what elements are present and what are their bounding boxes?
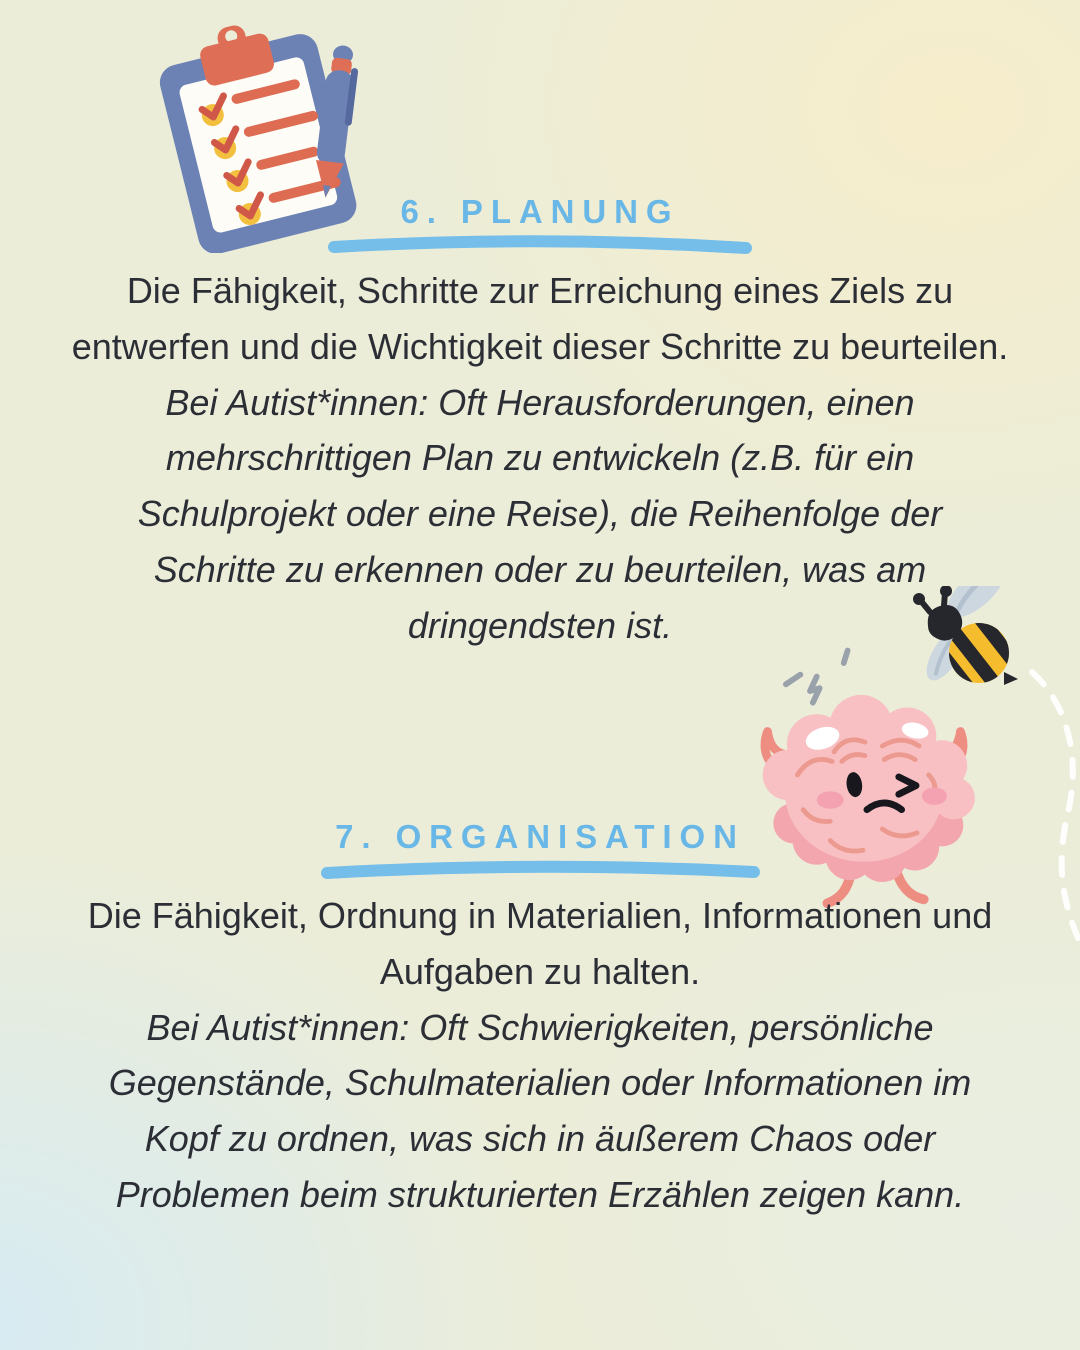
section-detail-organisation: Bei Autist*innen: Oft Schwierigkeiten, persönliche Gegenstände, Schulmaterialien oder Informationen im Kopf zu ordnen, was sich in äußerem Chaos oder Problemen beim strukturierten Erzählen zeigen kann.: [108, 1006, 972, 1215]
heading-underline: [318, 860, 763, 880]
section-planung: [0, 193, 1080, 654]
section-body-organisation: Die Fähigkeit, Ordnung in Materialien, Informationen und Aufgaben zu halten.: [87, 895, 993, 992]
heading-underline: [325, 235, 755, 255]
section-detail-planung: Bei Autist*innen: Oft Herausforderungen, einen mehrschrittigen Plan zu entwickeln (z.B. für ein Schulprojekt oder eine Reise), die Reihenfolge der Schritte zu erkennen oder zu beurteilen, was am dringendsten ist.: [137, 381, 943, 646]
section-organisation: [0, 818, 1080, 1223]
section-body-planung: Die Fähigkeit, Schritte zur Erreichung eines Ziels zu entwerfen und die Wichtigkeit dieser Schritte zu beurteilen.: [71, 270, 1009, 367]
stress-marks: [786, 651, 848, 703]
section-heading-planung: 6. PLANUNG: [400, 193, 680, 230]
section-heading-organisation: 7. ORGANISATION: [335, 818, 745, 855]
